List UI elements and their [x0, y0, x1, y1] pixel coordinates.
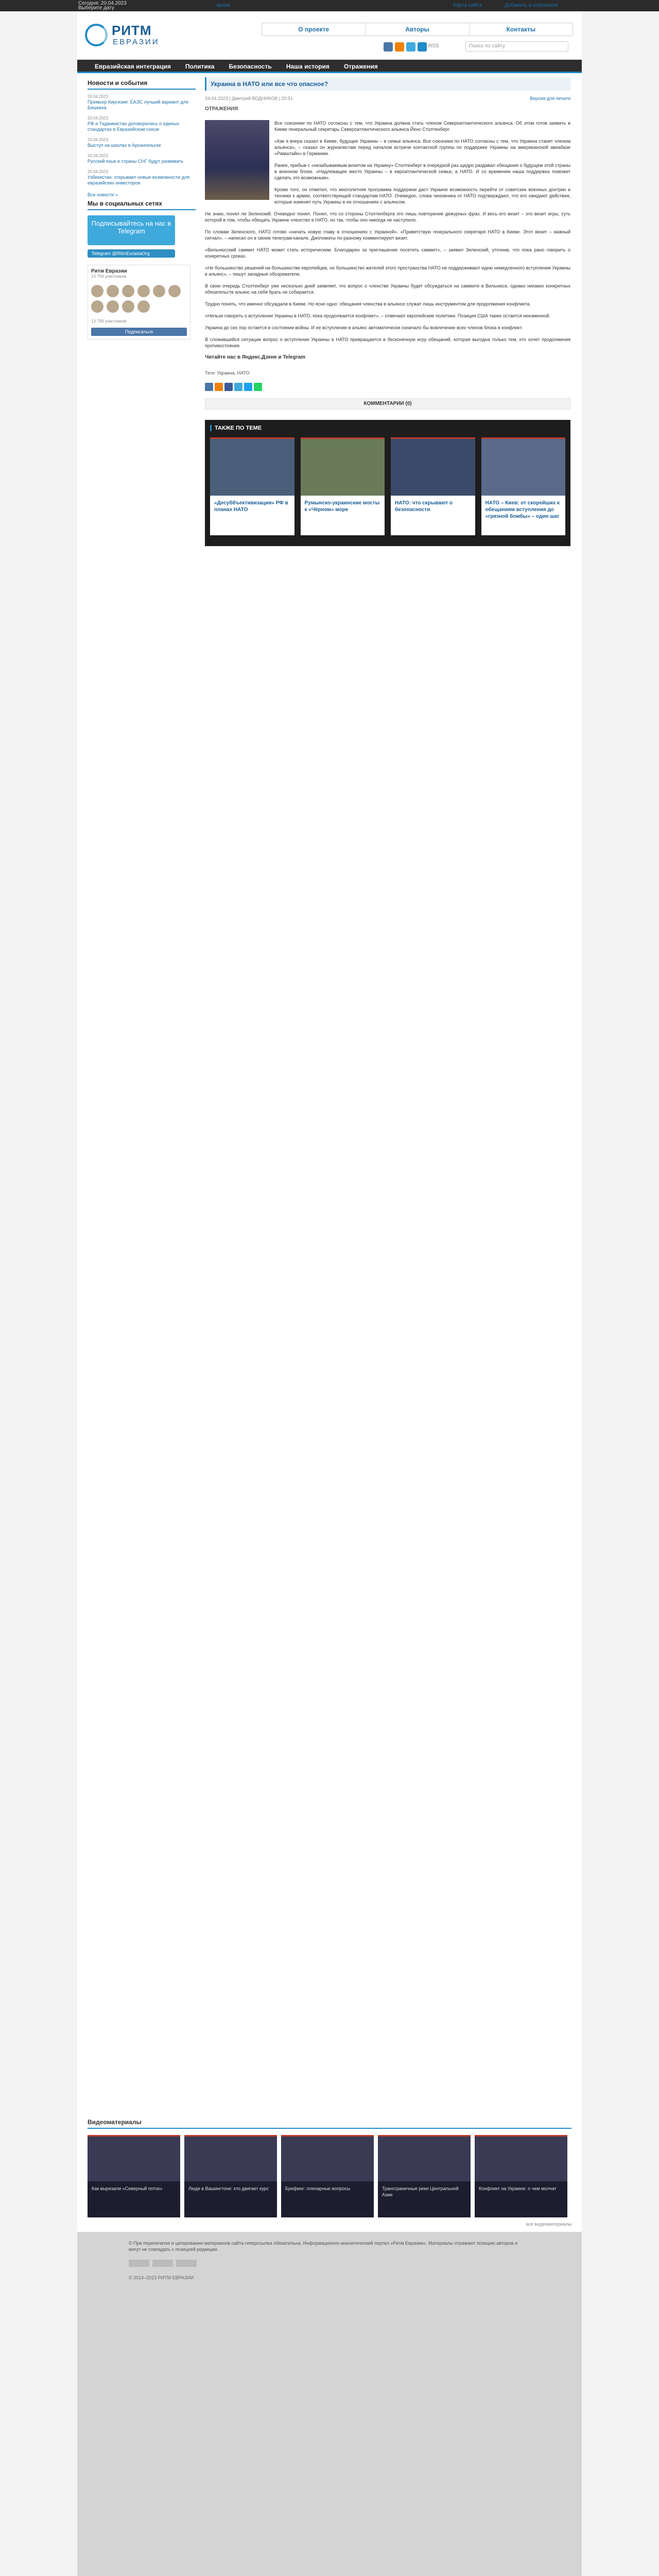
share-vk-icon[interactable] [205, 383, 213, 391]
paragraph: В свою очередь Столтенберг уже несколько дней заявляет, что вопрос о членстве Украины будет обсуждаться на саммите в Вильнюсе, однако никаких конкретных обязательств альянс на себя брать не собирается. [205, 283, 570, 295]
footer [77, 2232, 582, 2576]
video-thumb [378, 2135, 471, 2181]
video-card[interactable] [281, 2135, 374, 2217]
telegram-banner[interactable]: Подписывайтесь на нас в Telegram [88, 215, 175, 245]
news-heading: Новости и события [88, 77, 196, 90]
copyright: © 2014–2023 РИТМ ЕВРАЗИИ [129, 2275, 194, 2280]
page [77, 11, 582, 2576]
vk-subscribe-button[interactable]: Подписаться [91, 328, 187, 336]
article-tags[interactable]: Теги: Украина, НАТО [205, 370, 250, 376]
share-twitter-icon[interactable] [244, 383, 252, 391]
top-nav [262, 23, 573, 36]
related-title[interactable]: НАТО – Киев: от скорейших к обещаниям вступления до «грязной бомбы» – один шаг [485, 500, 560, 519]
site-logo[interactable] [85, 22, 172, 47]
avatar [91, 285, 103, 297]
footer-counters [129, 2260, 571, 2267]
video-title[interactable]: Люди в Вашингтоне: кто двигает курс [188, 2186, 269, 2191]
signature[interactable]: Читайте нас в Яндекс.Дзене и Telegram [205, 354, 306, 360]
related-grid [210, 437, 565, 535]
archive-link[interactable]: архив [216, 3, 230, 8]
video-card[interactable] [475, 2135, 567, 2217]
logo-name: РИТМ [112, 23, 152, 38]
search-input[interactable]: Поиск по сайту [465, 41, 568, 52]
paragraph: Не знаю, понял ли Зеленский. Очевидно понял. Понял, что со стороны Столтенберга это лишь повторение дежурных фраз. И весь его визит – это визит игры, суть которой в том, чтобы обещать Украине членство в НАТО, но так, чтобы оно никогда не наступило. [205, 211, 570, 223]
vk-name[interactable]: Ритм Евразии [91, 268, 127, 274]
paragraph: Трудно понять, что именно обсуждали в Киеве. Но ясно одно: обещания членства в альянсе служат лишь инструментом для продолжения конфликта. [205, 301, 531, 307]
video-thumb [88, 2135, 180, 2181]
news-link[interactable]: Премьер Киргизии: ЕАЭС лучший вариант для Бишкека [88, 99, 188, 110]
news-link[interactable]: Выступ на школах в Архангельске [88, 143, 161, 148]
sitemap-link[interactable]: Карта сайта [453, 3, 482, 8]
telegram-button[interactable]: Telegram @RitmEurasiaOrg [88, 249, 175, 258]
social-heading: Мы в социальных сетях [88, 198, 196, 210]
date-block [78, 1, 127, 10]
logo-icon [85, 24, 108, 46]
article-meta [205, 96, 570, 101]
paragraph: «Как я вчера сказал в Киеве, будущее Украины – в семье альянса. Все союзники по НАТО согласны с тем, что Украина станет членом альянса», – сказал он журналистам перед началом встречи контактной группы по поддержке Украины на американской авиабазе «Рамштайн» в Германии. [274, 139, 570, 156]
video-thumb [475, 2135, 567, 2181]
nav-eurasian-integration[interactable]: Евразийская интеграция [95, 63, 171, 70]
print-link[interactable]: Версия для печати [529, 96, 570, 101]
related-card[interactable] [391, 437, 475, 535]
related-title[interactable]: «Десуббъективизация» РФ в планах НАТО [214, 500, 288, 513]
share-telegram-icon[interactable] [234, 383, 242, 391]
video-title[interactable]: Как вырезали «Северный поток» [92, 2186, 163, 2191]
telegram-icon[interactable] [406, 42, 415, 52]
paragraph: «Вильнюсский саммит НАТО может стать историческим. Благодарен за приглашение посетить саммит», – заявил Зеленский, уточнив, что пока рано говорить о конкретных сроках. [205, 247, 570, 259]
paragraph: По словам Зеленского, НАТО готово «начать новую главу в отношениях с Украиной». «Приветствую генерального секретаря НАТО в Киеве. Этот визит – важный сигнал», – написал он в своем телеграм-канале. Дипломаты по-разному комментируют визит. [205, 229, 570, 241]
avatar [137, 300, 150, 313]
avatar [122, 300, 134, 313]
news-item[interactable] [88, 153, 196, 164]
all-news-link[interactable]: Все новости » [88, 192, 118, 197]
header [77, 11, 582, 60]
news-date: 20.04.2023 [88, 154, 109, 158]
comments-bar[interactable]: КОММЕНТАРИИ (0) [205, 398, 570, 410]
video-section [88, 2119, 571, 2227]
avatar [153, 285, 165, 297]
vk-icon[interactable] [384, 42, 393, 52]
share-fb-icon[interactable] [224, 383, 233, 391]
article-title: Украина в НАТО или все что опасное? [205, 77, 570, 91]
lead-image [205, 120, 269, 200]
related-block [205, 420, 570, 546]
news-item[interactable] [88, 169, 196, 186]
news-item[interactable] [88, 115, 196, 132]
ok-icon[interactable] [395, 42, 404, 52]
counter-badge[interactable] [176, 2260, 197, 2267]
news-date: 20.04.2023 [88, 94, 109, 99]
counter-badge[interactable] [152, 2260, 173, 2267]
share-whatsapp-icon[interactable] [254, 383, 262, 391]
related-card[interactable] [210, 437, 294, 535]
video-heading: Видеоматериалы [88, 2119, 571, 2129]
news-link[interactable]: РФ и Таджикистан договорились о единых стандартах в Евразийском союзе [88, 121, 179, 132]
paragraph: «Не большинство решений на большинстве европейцев, но большинство жителей этого пространства НАТО не поддерживают идею немедленного вступления Украины в альянс», – пишут западные обозреватели. [205, 265, 570, 277]
related-card[interactable] [301, 437, 385, 535]
nav-reflections[interactable]: Отражения [343, 63, 378, 70]
related-title[interactable]: Румынско-украинские мосты к «Чёрном» море [304, 500, 380, 513]
logo-sub: ЕВРАЗИИ [113, 38, 160, 46]
video-thumb [281, 2135, 374, 2181]
avatar [107, 300, 119, 313]
paragraph: В сложившейся ситуации вопрос о вступлении Украины в НАТО превращается в бесконечную игру обещаний, которая выгодна только тем, кто хочет продолжения противостояния. [205, 337, 570, 348]
video-title[interactable]: Брифинг: пленарные вопросы [285, 2186, 351, 2191]
news-link[interactable]: Узбекистан: открывает новые возможности для евразийских инвесторов [88, 175, 190, 185]
paragraph: Кроме того, он отметил, что многолетняя программа поддержки даст Украине возможность перейти от советских военных доктрин и техники к армии, соответствующей стандартам НАТО. Очевидно, слова чиновника от НАТО подтверждают, что его ожидают действия, которые изменят путь Украины в ее отношениях с альянсом. [274, 187, 570, 205]
vk-widget [88, 265, 190, 340]
nav-contacts[interactable]: Контакты [506, 26, 536, 33]
top-bar [0, 0, 659, 11]
social-icons [384, 42, 427, 52]
related-title[interactable]: НАТО: что скрывают о безопасности [395, 500, 453, 513]
video-grid [88, 2135, 571, 2217]
news-item[interactable] [88, 137, 196, 148]
video-title[interactable]: Конфликт на Украине: о чем молчат [479, 2186, 557, 2191]
video-title[interactable]: Трансграничные реки Центральной Азии [382, 2186, 459, 2197]
news-date: 20.04.2023 [88, 170, 109, 174]
paragraph: «Нельзя говорить о вступлении Украины в НАТО, пока продолжается конфликт», – отмечают европейские политики. Позиция США также остается неизменной. [205, 313, 550, 318]
twitter-icon[interactable] [418, 42, 427, 52]
nav-history[interactable]: Наша история [286, 63, 330, 70]
nav-politics[interactable]: Политика [185, 63, 215, 70]
news-link[interactable]: Русский язык и страны СНГ будут развивать [88, 159, 183, 164]
video-card[interactable] [378, 2135, 471, 2217]
nav-security[interactable]: Безопасность [229, 63, 272, 70]
news-date: 20.04.2023 [88, 138, 109, 142]
article [205, 77, 570, 546]
nav-authors[interactable]: Авторы [366, 23, 469, 36]
related-image [391, 439, 475, 496]
video-card[interactable] [88, 2135, 180, 2217]
avatar [168, 285, 181, 297]
paragraph: Украина до сих пор остается в состоянии войны. И ее вступление в альянс автоматически означало бы вовлечение всех членов блока в конфликт. [205, 325, 523, 330]
avatar [137, 285, 150, 297]
vk-avatars [91, 285, 187, 313]
rss-link[interactable]: RSS [428, 43, 439, 49]
paragraph: Ранее, прибыв с «незабываемым визитом на Украину» Столтенберг в очередной раз щедро раздавал обещания о будущем этой страны в военном блоке. «Надлежащее место Украины – в евроатлантической семье, в НАТО. И со временем наша поддержка поможет сделать это возможным». [274, 163, 570, 180]
avatar [107, 285, 119, 297]
video-thumb [184, 2135, 277, 2181]
news-date: 20.04.2023 [88, 116, 109, 121]
avatar [91, 300, 103, 313]
video-card[interactable] [184, 2135, 277, 2217]
related-image [301, 439, 385, 496]
news-item[interactable] [88, 94, 196, 111]
left-sidebar [88, 77, 196, 340]
today-date: Сегодня: 20.04.2023 [78, 1, 127, 6]
avatar [122, 285, 134, 297]
vk-count: 13 759 участников [91, 319, 127, 324]
footer-text: © При перепечатке и цитировании материалов сайта гиперссылка обязательна. Информационно-аналитический портал «Ритм Евразии». Материалы отражают позицию авторов и могут не совпадать с позицией редакции. [129, 2241, 518, 2252]
choose-date[interactable]: Выберите дату [78, 5, 114, 11]
related-image [481, 439, 566, 496]
share-ok-icon[interactable] [215, 383, 223, 391]
related-image [210, 439, 294, 496]
main-nav [77, 60, 582, 73]
related-card[interactable] [481, 437, 566, 535]
counter-badge[interactable] [129, 2260, 149, 2267]
favorites-link[interactable]: Добавить в избранное [505, 3, 559, 8]
vk-members: 13 759 участников [91, 274, 127, 279]
all-videos-link[interactable]: все видеоматериалы [526, 2222, 571, 2227]
paragraph: Все союзники по НАТО согласны с тем, что Украина должна стать членом Североатлантического альянса. Об этом готов заявить в Киеве генеральный секретарь Североатлантического альянса Йенс Столтенберг. [274, 121, 570, 132]
share-bar [205, 383, 570, 391]
article-rubric[interactable]: ОТРАЖЕНИЯ [205, 106, 238, 112]
related-heading: ТАКЖЕ ПО ТЕМЕ [210, 425, 565, 431]
article-date: 24.04.2023 | Дмитрий ВОДНИКОВ | 20:51 [205, 96, 293, 101]
nav-about[interactable]: О проекте [262, 23, 366, 36]
